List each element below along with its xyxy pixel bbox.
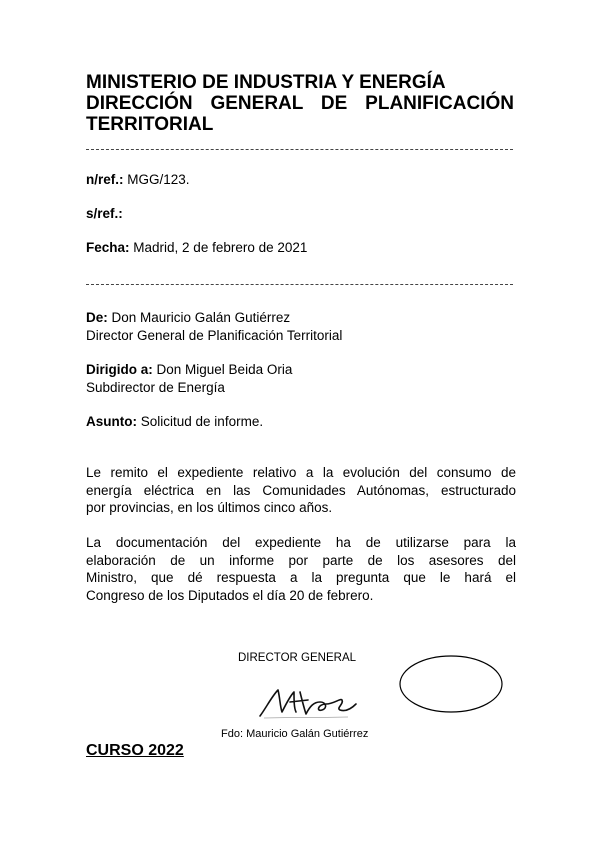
body-paragraph-2 bbox=[86, 534, 516, 604]
date-value: Madrid, 2 de febrero de 2021 bbox=[133, 240, 308, 255]
paragraph-line: elaboración de un informe por parte de los asesores del bbox=[86, 552, 516, 568]
letterhead bbox=[86, 72, 514, 135]
divider-middle bbox=[86, 284, 513, 285]
date-label: Fecha: bbox=[86, 240, 130, 255]
ministry-title: MINISTERIO DE INDUSTRIA Y ENERGÍA bbox=[86, 72, 446, 93]
sender-label: De: bbox=[86, 310, 108, 325]
subject-value: Solicitud de informe. bbox=[140, 414, 264, 429]
date-field bbox=[86, 239, 307, 257]
body-paragraph-1 bbox=[86, 464, 516, 517]
sender-title: Director General de Planificación Territorial bbox=[86, 328, 343, 343]
signature-role: DIRECTOR GENERAL bbox=[238, 652, 357, 664]
directorate-title-cont: TERRITORIAL bbox=[86, 114, 214, 135]
subject-label: Asunto: bbox=[86, 414, 137, 429]
paragraph-line: Congreso de los Diputados el día 20 de febrero. bbox=[86, 587, 374, 603]
sender-name: Don Mauricio Galán Gutiérrez bbox=[111, 310, 291, 325]
recipient-label: Dirigido a: bbox=[86, 362, 153, 377]
directorate-title: DIRECCIÓN GENERAL DE PLANIFICACIÓN bbox=[86, 93, 514, 114]
official-stamp-outline bbox=[398, 654, 504, 714]
your-reference-label: s/ref.: bbox=[86, 206, 123, 221]
handwritten-signature bbox=[256, 684, 360, 720]
our-reference-value: MGG/123. bbox=[127, 172, 190, 187]
our-reference bbox=[86, 171, 190, 189]
recipient-title: Subdirector de Energía bbox=[86, 380, 225, 395]
paragraph-line: Le remito el expediente relativo a la evolución del consumo de bbox=[86, 465, 516, 480]
paragraph-line: energía eléctrica en las Comunidades Autónomas, estructurado bbox=[86, 482, 516, 498]
paragraph-line: La documentación del expediente ha de utilizarse para la bbox=[86, 535, 516, 550]
recipient-name: Don Miguel Beida Oria bbox=[156, 362, 293, 377]
recipient-block bbox=[86, 361, 292, 397]
paragraph-line: Ministro, que dé respuesta a la pregunta que le hará el bbox=[86, 570, 516, 585]
sender-block bbox=[86, 309, 342, 345]
paragraph-line: por provincias, en los últimos cinco años. bbox=[86, 500, 333, 515]
divider-top bbox=[86, 149, 513, 150]
signed-by: Fdo: Mauricio Galán Gutiérrez bbox=[221, 728, 369, 740]
your-reference bbox=[86, 205, 123, 223]
subject-field bbox=[86, 413, 263, 431]
our-reference-label: n/ref.: bbox=[86, 172, 124, 187]
course-label: CURSO 2022 bbox=[86, 742, 184, 759]
